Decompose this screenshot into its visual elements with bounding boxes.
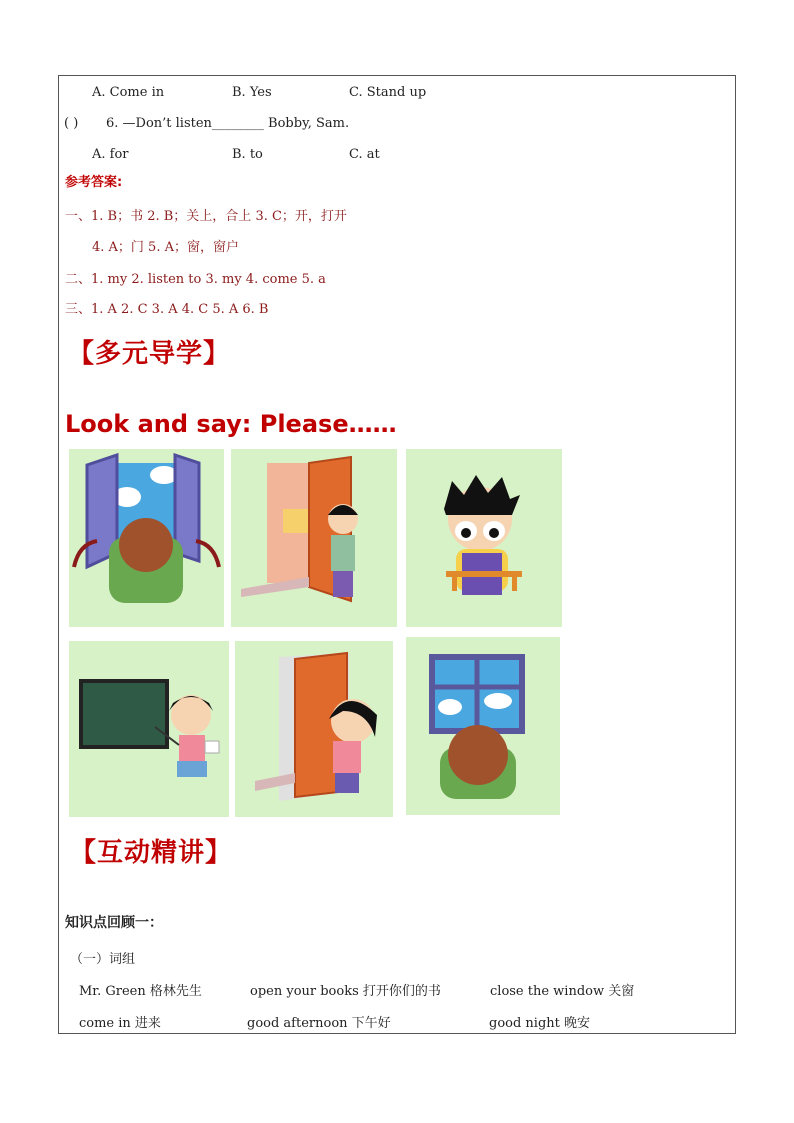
answer-line-4: 三、1. A 2. C 3. A 4. C 5. A 6. B bbox=[65, 302, 269, 317]
q6-option-b: B. to bbox=[232, 147, 263, 162]
look-and-say-title: Look and say: Please…… bbox=[65, 410, 397, 438]
q5-option-b: B. Yes bbox=[232, 85, 272, 100]
open-window-picture bbox=[69, 449, 224, 627]
blackboard-girl-picture bbox=[69, 641, 229, 817]
close-door-girl-picture bbox=[235, 641, 393, 817]
q6-paren: ( ) bbox=[64, 116, 79, 131]
answer-line-1: 一、1. B；书 2. B；关上，合上 3. C；开，打开 bbox=[65, 209, 347, 224]
phrase-good-afternoon: good afternoon 下午好 bbox=[247, 1016, 391, 1031]
phrase-close-the-window: close the window 关窗 bbox=[490, 984, 635, 999]
q5-option-a: A. Come in bbox=[92, 85, 165, 100]
sit-down-boy-picture bbox=[406, 449, 562, 627]
phrase-good-night: good night 晚安 bbox=[489, 1016, 591, 1031]
q6-option-c: C. at bbox=[349, 147, 380, 162]
q5-option-c: C. Stand up bbox=[349, 85, 427, 100]
section-title-guided-learning: 【多元导学】 bbox=[68, 339, 231, 369]
answer-line-2: 4. A；门 5. A；窗，窗户 bbox=[92, 240, 239, 255]
open-door-boy-picture bbox=[231, 449, 397, 627]
phrase-mr-green: Mr. Green 格林先生 bbox=[79, 984, 202, 999]
answer-line-3: 二、1. my 2. listen to 3. my 4. come 5. a bbox=[65, 272, 326, 287]
q6-stem: 6. —Don’t listen________ Bobby, Sam. bbox=[106, 116, 350, 131]
q6-option-a: A. for bbox=[92, 147, 129, 162]
phrase-open-your-books: open your books 打开你们的书 bbox=[250, 984, 441, 999]
phrase-come-in: come in 进来 bbox=[79, 1016, 161, 1031]
answers-label: 参考答案: bbox=[65, 175, 123, 190]
phrase-label: （一）词组 bbox=[70, 952, 136, 967]
section-title-interactive-explanation: 【互动精讲】 bbox=[70, 838, 233, 868]
close-window-picture bbox=[406, 637, 560, 815]
knowledge-point-title: 知识点回顾一： bbox=[65, 915, 163, 931]
